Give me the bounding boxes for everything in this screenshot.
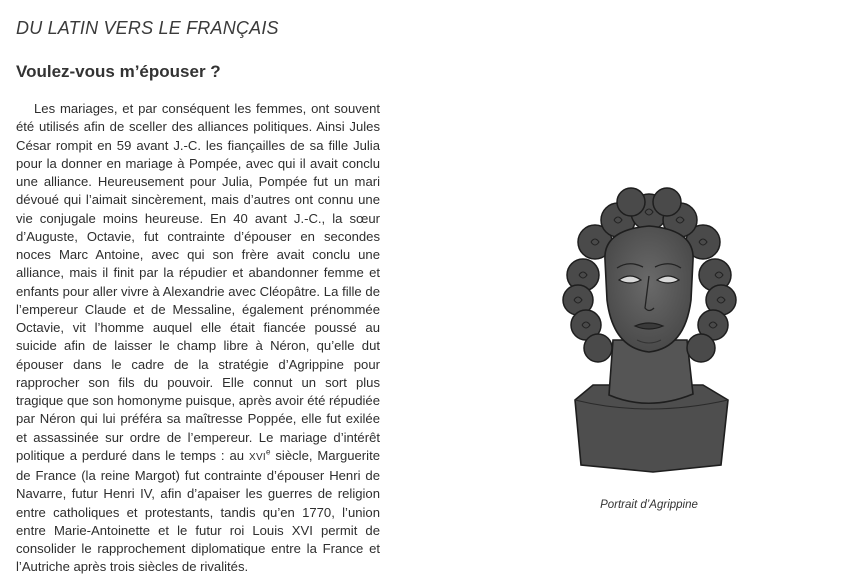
agrippina-portrait xyxy=(553,180,745,475)
bust-illustration-icon xyxy=(553,180,745,475)
section-header: DU LATIN VERS LE FRANÇAIS xyxy=(16,18,279,38)
century-numeral: XVI xyxy=(248,451,266,463)
figure-caption: Portrait d’Agrippine xyxy=(600,499,698,511)
article-title: Voulez-vous m’épouser ? xyxy=(16,62,221,81)
article-paragraph-part1: Les mariages, et par conséquent les femmes, ont souvent été utilisés afin de sceller des alliances politiques. Ainsi Jules César rompit en 59 avant J.-C. les fiançailles de sa fille Julia pour la donner en mariage à Pompée, avec qui il avait conclu une alliance. Heureusement pour Julia, Pompée fut un mari dévoué qui l’aimait sincèrement, mais d’autres ont connu une vie conjugale moins heureuse. En 40 avant J.-C., la sœur d’Auguste, Octavie, fut contrainte d’épouser en secondes noces Marc Antoine, avec qui son frère avait conclu une alliance, mais il finit par la répudier et abandonner femme et enfants pour aller vivre à Alexandrie avec Cléopâtre. La fille de l’empereur Claude et de Messaline, également prénommée Octavie, vit l’homme auquel elle était fiancée poussé au suicide afin de laisser le champ libre à Néron, qu’elle dut épouser dans le cadre de la stratégie d’Agrippine pour rapprocher son fils du pouvoir. Elle connut un sort plus tragique que son homonyme puisque, après avoir été répudiée par Néron qui lui préféra sa maîtresse Poppée, elle fut exilée et assassinée sur ordre de l’empereur. Le mariage d’intérêt politique a perduré dans le temps : au xyxy=(16,101,380,463)
article-body xyxy=(16,100,380,577)
article-paragraph-part2: siècle, Marguerite de France (la reine Margot) fut contrainte d’épouser Henri de Navarre, futur Henri IV, afin d’apaiser les guerres de religion entre catholiques et protestants, tandis qu’en 1770, l’union entre Marie-Antoinette et le futur roi Louis XVI permit de consolider le rapprochement diplomatique entre la France et l’Autriche après trois siècles de rivalités. xyxy=(16,447,380,575)
century-suffix: e xyxy=(266,447,271,457)
